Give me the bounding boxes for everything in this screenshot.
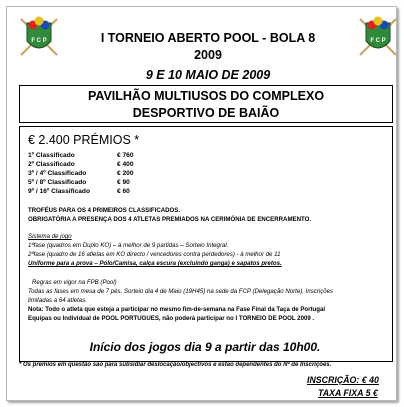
note-line-2: Equipas ou Individual de POOL PORTUGUES, não poderá participar no I TORNEIO DE POOL 2009 . (28, 315, 315, 322)
prize-row (28, 161, 134, 168)
prize-total: € 2.400 PRÉMIOS * (28, 133, 140, 147)
prize-amount: € 90 (117, 179, 130, 186)
note-line-1: Nota: Todo o atleta que esteja a participar no mesmo fim-de-semana na Fase Final da Taça de Portugal (28, 306, 326, 313)
prize-row (28, 170, 134, 177)
rules-line-3: limitadas a 64 atletas. (28, 297, 87, 304)
prize-footnote: * Os prémios em questão são para subsidiar deslocação/objectivos e estão dependentes do Nº de Inscrições. (19, 362, 332, 368)
prize-place: 1º Classificado (28, 152, 75, 159)
svg-text:F C P: F C P (31, 38, 47, 44)
start-announcement: Início dos jogos dia 9 a partir das 10h00. (89, 340, 321, 354)
trophies-line-2: OBRIGATÓRIA A PRESENÇA DOS 4 ATLETAS PREMIADOS NA CERIMÓNIA DE ENCERRAMENTO. (28, 216, 312, 223)
trophies-line-1: TROFÉUS PARA OS 4 PRIMEIROS CLASSIFICADOS. (28, 207, 181, 214)
tournament-dates: 9 E 10 MAIO DE 2009 (145, 68, 271, 82)
prize-place: 9º / 16º Classificado (28, 188, 90, 195)
venue-line-2: DESPORTIVO DE BAIÃO (132, 106, 280, 120)
svg-text:F C P: F C P (370, 38, 386, 44)
prize-row (28, 152, 134, 159)
prize-amount: € 60 (117, 188, 130, 195)
game-system-heading: Sistema de jogo (28, 233, 72, 240)
tournament-title: I TORNEIO ABERTO POOL - BOLA 8 (100, 31, 316, 45)
venue-box (19, 85, 393, 123)
prize-row (28, 188, 130, 195)
federation-logo-right (356, 15, 400, 59)
prize-amount: € 400 (117, 161, 134, 168)
prize-place: 5º / 8º Classificado (28, 179, 87, 186)
venue-line-1: PAVILHÃO MULTIUSOS DO COMPLEXO (87, 89, 325, 103)
prize-amount: € 760 (117, 152, 134, 159)
prize-row (28, 179, 130, 186)
game-system-phase-1: 1ªfase (quadros em Duplo KO) – à melhor de 9 partidas – Sorteio Integral. (28, 242, 229, 249)
fixed-fee: TAXA FIXA 5 € (318, 388, 378, 398)
tournament-year: 2009 (194, 48, 222, 62)
poster-frame (6, 6, 397, 401)
registration-fee: INSCRIÇÃO: € 40 (307, 375, 379, 385)
rules-line-2: Todas as fases em mesa de 7 pés. Sorteio dia 4 de Maio (19H45) na sede da FCP (Delegação Norte). Inscrições (28, 288, 334, 295)
game-system-phase-2: 2ªfase (quadro de 16 atletas em KO directo / vencedores contra perdedores) - à melhor de 11 (28, 251, 281, 258)
federation-logo-left (17, 15, 61, 59)
prize-place: 2º Classificado (28, 161, 75, 168)
uniform-rule: Uniforme para a prova – Pólo/Camisa, calça escura (excluindo ganga) e sapatos pretos. (28, 260, 282, 267)
details-box (19, 126, 393, 362)
prize-amount: € 200 (117, 170, 134, 177)
rules-line-1: Regras em vigor na FPB (Pool) (32, 279, 117, 286)
prize-place: 3º / 4º Classificado (28, 170, 87, 177)
